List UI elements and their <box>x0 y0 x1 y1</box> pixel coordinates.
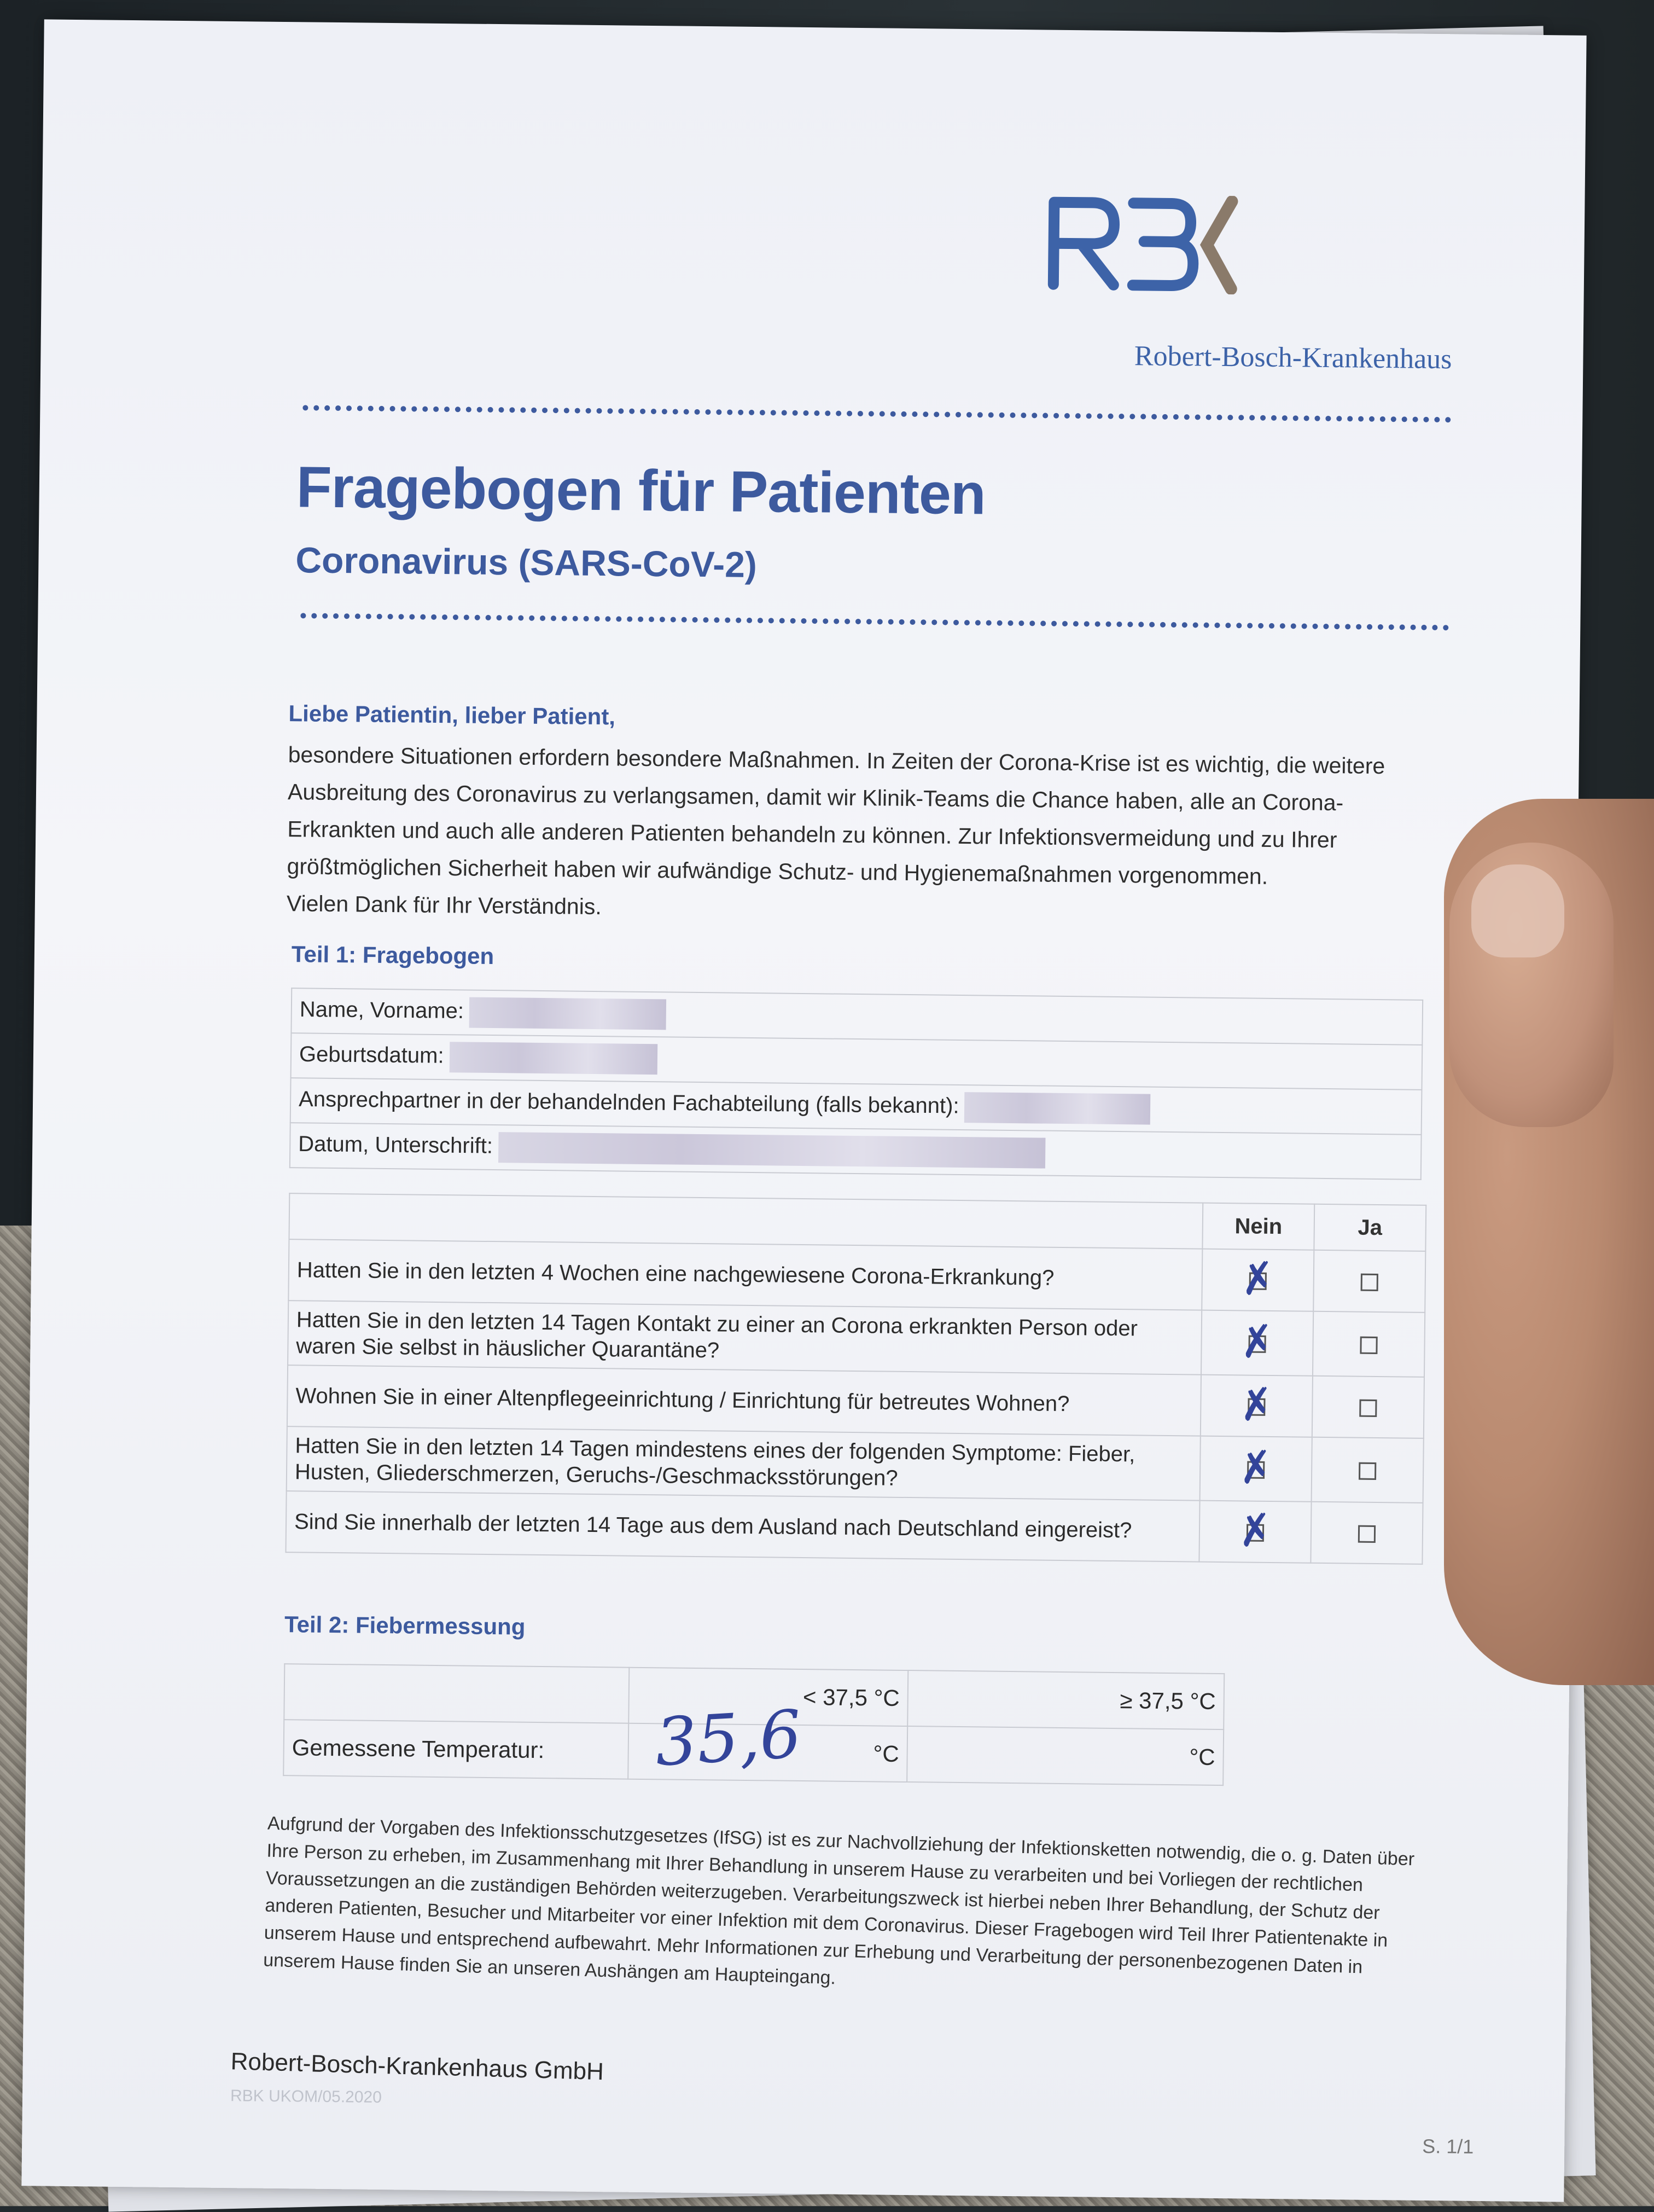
checkbox <box>1358 1525 1376 1543</box>
answer-no-checkbox[interactable] <box>1202 1249 1314 1311</box>
form-subtitle: Coronavirus (SARS-CoV-2) <box>295 539 758 585</box>
high-temp-header: ≥ 37,5 °C <box>907 1670 1224 1729</box>
handwritten-temperature: 35,6 <box>653 1696 804 1781</box>
question-row <box>286 1491 1423 1564</box>
company-name: Robert-Bosch-Krankenhaus GmbH <box>230 2048 604 2086</box>
answer-yes-checkbox[interactable] <box>1313 1250 1425 1313</box>
answer-no-checkbox[interactable] <box>1201 1310 1313 1376</box>
contact-field-label: Ansprechpartner in der behandelnden Fachabteilung (falls bekannt): <box>298 1087 959 1118</box>
handwritten-cross: ✗ <box>1234 1504 1277 1558</box>
redacted-value <box>498 1132 1046 1168</box>
answer-yes-checkbox[interactable] <box>1312 1437 1424 1503</box>
no-column-header: Nein <box>1202 1203 1314 1250</box>
question-row <box>287 1365 1424 1438</box>
personal-info-table <box>289 988 1423 1180</box>
answer-yes-checkbox[interactable] <box>1313 1311 1425 1377</box>
checkbox <box>1360 1337 1377 1354</box>
redacted-value <box>469 997 667 1030</box>
hospital-name: Robert-Bosch-Krankenhaus <box>1134 340 1452 375</box>
question-text: Hatten Sie in den letzten 14 Tagen Kontakt zu einer an Corona erkrankten Person oder waren Sie selbst in häuslicher Quarantäne? <box>288 1301 1202 1374</box>
answer-yes-checkbox[interactable] <box>1312 1376 1424 1438</box>
answer-no-checkbox[interactable] <box>1201 1375 1313 1437</box>
question-text: Hatten Sie in den letzten 4 Wochen eine nachgewiesene Corona-Erkrankung? <box>288 1239 1202 1310</box>
question-text: Wohnen Sie in einer Altenpflegeeinrichtung / Einrichtung für betreutes Wohnen? <box>287 1365 1201 1436</box>
checkbox <box>1359 1462 1376 1480</box>
rbk-logo <box>1043 194 1240 294</box>
checkbox <box>1361 1274 1378 1291</box>
greeting: Liebe Patientin, lieber Patient, <box>288 700 616 730</box>
part1-title: Teil 1: Fragebogen <box>291 941 494 969</box>
question-row <box>288 1239 1425 1313</box>
unit-label: °C <box>1189 1744 1215 1770</box>
redacted-value <box>449 1042 657 1075</box>
intro-text <box>287 736 1410 933</box>
form-code: RBK UKOM/05.2020 <box>230 2087 382 2107</box>
thumbnail <box>1471 864 1564 957</box>
handwritten-cross: ✗ <box>1236 1315 1278 1369</box>
birthdate-field-label: Geburtsdatum: <box>299 1042 444 1068</box>
question-row <box>287 1426 1424 1503</box>
question-text: Hatten Sie in den letzten 14 Tagen mindestens eines der folgenden Symptome: Fieber, Husten, Gliederschmerzen, Geruchs-/Geschmacksstörungen? <box>287 1426 1201 1500</box>
redacted-value <box>964 1092 1151 1125</box>
intro-line: Ausbreitung des Coronavirus zu verlangsamen, damit wir Klinik-Teams die Chance haben, alle an Corona- <box>287 779 1344 816</box>
dotted-divider-top <box>302 405 1451 422</box>
legal-notice: Aufgrund der Vorgaben des Infektionsschutzgesetzes (IfSG) ist es zur Nachvollziehung der Infektionsketten notwendig, die o. g. Daten über Ihre Person zu erheben, im Zusammenhang mit Ihrer Behandlung in unserem Hause zu verarbeiten und bei Vorliegen der rechtlichen Voraussetzungen an die zuständigen Behörden weiterzugeben. Verarbeitungszweck ist hierbei neben Ihrer Behandlung, der Schutz der anderen Patienten, Besucher und Mitarbeiter vor einer Infektion mit dem Coronavirus. Dieser Fragebogen wird Teil Ihrer Patientenakte in unserem Hause und entsprechend aufbewahrt. Mehr Informationen zur Erhebung und Verarbeitung der personenbezogenen Daten in unserem Hause finden Sie an unseren Aushängen am Haupteingang. <box>263 1813 1415 1989</box>
temperature-label: Gemessene Temperatur: <box>283 1720 628 1779</box>
answer-yes-checkbox[interactable] <box>1311 1502 1423 1564</box>
form-title: Fragebogen für Patienten <box>296 455 986 527</box>
yes-column-header: Ja <box>1314 1204 1426 1251</box>
intro-line: besondere Situationen erfordern besondere Maßnahmen. In Zeiten der Corona-Krise ist es wichtig, die weitere <box>288 742 1385 779</box>
questions-table <box>285 1193 1426 1565</box>
answer-no-checkbox[interactable] <box>1200 1436 1312 1502</box>
question-text: Sind Sie innerhalb der letzten 14 Tage aus dem Ausland nach Deutschland eingereist? <box>286 1491 1199 1561</box>
intro-line: größtmöglichen Sicherheit haben wir aufwändige Schutz- und Hygienemaßnahmen vorgenommen. <box>287 854 1268 889</box>
checkbox <box>1359 1400 1377 1417</box>
intro-line: Vielen Dank für Ihr Verständnis. <box>286 891 602 920</box>
high-temp-input[interactable] <box>907 1726 1224 1785</box>
low-temp-header: < 37,5 °C <box>628 1668 908 1726</box>
page-number: S. 1/1 <box>1422 2134 1474 2158</box>
questionnaire-sheet <box>21 19 1586 2202</box>
part2-title: Teil 2: Fiebermessung <box>284 1611 526 1640</box>
unit-label: °C <box>873 1740 899 1767</box>
handwritten-cross: ✗ <box>1236 1378 1278 1432</box>
answer-no-checkbox[interactable] <box>1199 1501 1311 1563</box>
name-field-label: Name, Vorname: <box>299 997 464 1024</box>
date-signature-field-label: Datum, Unterschrift: <box>298 1131 493 1158</box>
empty-cell <box>284 1664 629 1723</box>
question-row <box>288 1301 1425 1377</box>
handwritten-cross: ✗ <box>1237 1252 1279 1306</box>
dotted-divider-bottom <box>300 613 1449 630</box>
handwritten-cross: ✗ <box>1235 1441 1277 1495</box>
intro-line: Erkrankten und auch alle anderen Patienten behandeln zu können. Zur Infektionsvermeidung und zu Ihrer <box>287 816 1337 853</box>
